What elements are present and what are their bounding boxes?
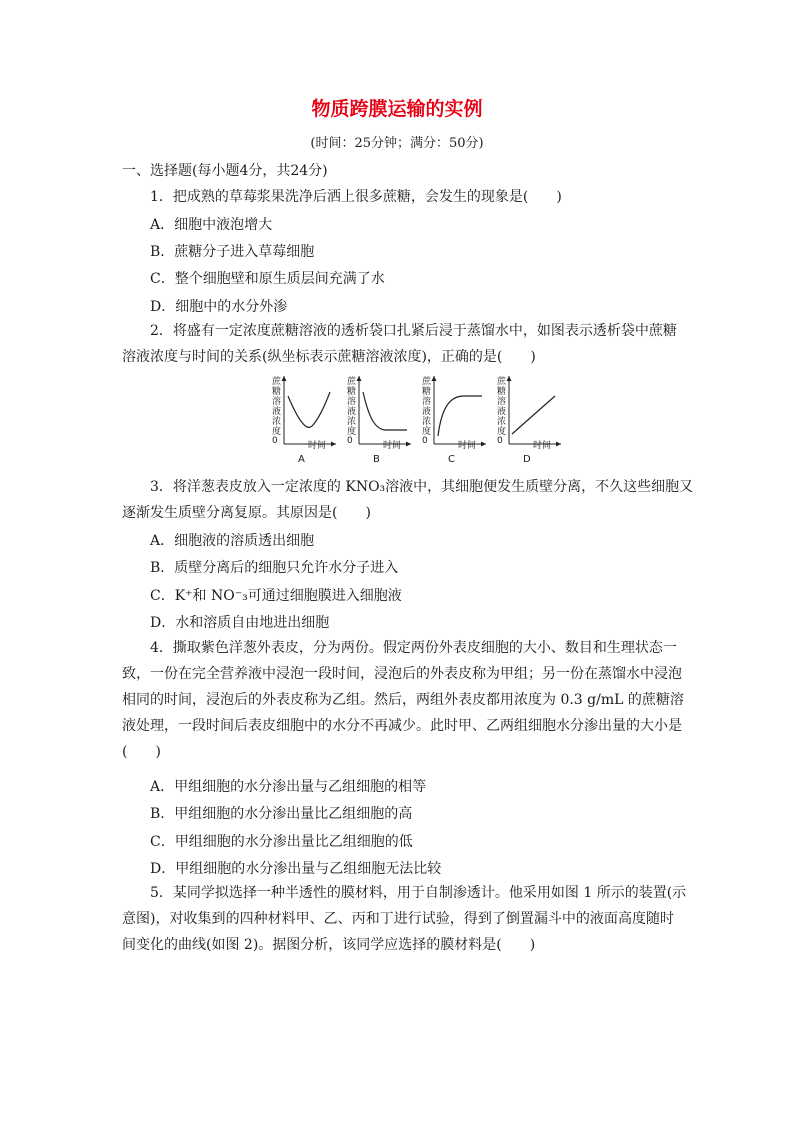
curve-a (288, 392, 330, 427)
page-subtitle: (时间：25分钟；满分：50分) (310, 136, 484, 151)
curve-c (438, 396, 482, 436)
question-1-option-b: B．蔗糖分子进入草莓细胞 (150, 244, 315, 260)
y-axis-label: 蔗糖溶液浓度 (272, 377, 282, 437)
question-5-stem-line: 5．某同学拟选择一种半透性的膜材料，用于自制渗透计。他采用如图 1 所示的装置(示 (150, 885, 687, 901)
question-4-option-c: C．甲组细胞的水分渗出量比乙组细胞的低 (150, 834, 413, 850)
curve-b (363, 392, 407, 430)
question-2-stem-line: 2．将盛有一定浓度蔗糖溶液的透析袋口扎紧后浸于蒸馏水中，如图表示透析袋中蔗糖 (150, 323, 677, 339)
page-title: 物质跨膜运输的实例 (311, 98, 483, 120)
question-3-option-d: D．水和溶质自由地进出细胞 (150, 615, 330, 631)
panel-label-d: D (523, 454, 531, 465)
graph-panel-b (335, 374, 411, 466)
question-4-stem (122, 635, 684, 765)
question-1-stem: 1．把成熟的草莓浆果洗净后洒上很多蔗糖，会发生的现象是( ) (150, 189, 562, 205)
question-3-option-a: A．细胞液的溶质透出细胞 (150, 533, 315, 549)
x-axis-label: 时间 (383, 441, 402, 451)
question-2-stem (122, 318, 677, 370)
question-4-option-a: A．甲组细胞的水分渗出量与乙组细胞的相等 (150, 779, 427, 795)
panel-label-b: B (373, 454, 380, 465)
y-axis-label: 蔗糖溶液浓度 (422, 377, 432, 437)
question-4-option-b: B．甲组细胞的水分渗出量比乙组细胞的高 (150, 806, 413, 822)
question-1-option-d: D．细胞中的水分外渗 (150, 299, 288, 315)
question-5-stem-line: 间变化的曲线(如图 2)。据图分析，该同学应选择的膜材料是( ) (122, 937, 536, 953)
origin-label: 0 (272, 436, 278, 446)
graph-panel-a (260, 374, 336, 466)
question-1-option-c: C．整个细胞壁和原生质层间充满了水 (150, 271, 385, 287)
question-4-stem-line: 相同的时间，浸泡后的外表皮称为乙组。然后，两组外表皮都用浓度为 0.3 g/mL 的蔗糖溶 (122, 692, 684, 708)
question-3-option-b: B．质壁分离后的细胞只允许水分子进入 (150, 560, 399, 576)
question-4-stem-line: 致，一份在完全营养液中浸泡一段时间，浸泡后的外表皮称为甲组；另一份在蒸馏水中浸泡 (122, 666, 682, 682)
question-2-figure (260, 374, 560, 466)
graph-panel-d (485, 374, 561, 466)
x-axis-label: 时间 (308, 441, 327, 451)
x-axis-arrow (556, 442, 561, 447)
origin-label: 0 (422, 436, 428, 446)
question-4-stem-line: 4．撕取紫色洋葱外表皮，分为两份。假定两份外表皮细胞的大小、数目和生理状态一 (150, 640, 677, 656)
graph-panel-c (410, 374, 486, 466)
question-3-stem (122, 474, 694, 526)
curve-d (512, 396, 555, 434)
question-3-option-c: C．K⁺和 NO⁻₃可通过细胞膜进入细胞液 (150, 588, 402, 604)
question-2-stem-line: 溶液浓度与时间的关系(纵坐标表示蔗糖溶液浓度)，正确的是( ) (122, 349, 536, 365)
question-5-stem-line: 意图)，对收集到的四种材料甲、乙、丙和丁进行试验，得到了倒置漏斗中的液面高度随时 (122, 911, 674, 927)
panel-label-a: A (298, 454, 305, 465)
origin-label: 0 (347, 436, 353, 446)
y-axis-label: 蔗糖溶液浓度 (497, 377, 507, 437)
x-axis-label: 时间 (458, 441, 477, 451)
question-4-stem-line: 液处理，一段时间后表皮细胞中的水分不再减少。此时甲、乙两组细胞水分渗出量的大小是 (122, 718, 682, 734)
question-3-stem-line: 逐渐发生质壁分离复原。其原因是( ) (122, 505, 371, 521)
question-5-stem (122, 880, 687, 958)
section-heading: 一、选择题(每小题4分，共24分) (122, 163, 328, 179)
origin-label: 0 (497, 436, 503, 446)
question-4-stem-line: ( ) (122, 744, 161, 760)
question-3-stem-line: 3．将洋葱表皮放入一定浓度的 KNO₃溶液中，其细胞便发生质壁分离，不久这些细胞又 (150, 479, 694, 495)
x-axis-label: 时间 (533, 441, 552, 451)
question-4-option-d: D．甲组细胞的水分渗出量与乙组细胞无法比较 (150, 861, 442, 877)
panel-label-c: C (448, 454, 455, 465)
y-axis-label: 蔗糖溶液浓度 (347, 377, 357, 437)
question-1-option-a: A．细胞中液泡增大 (150, 217, 273, 233)
